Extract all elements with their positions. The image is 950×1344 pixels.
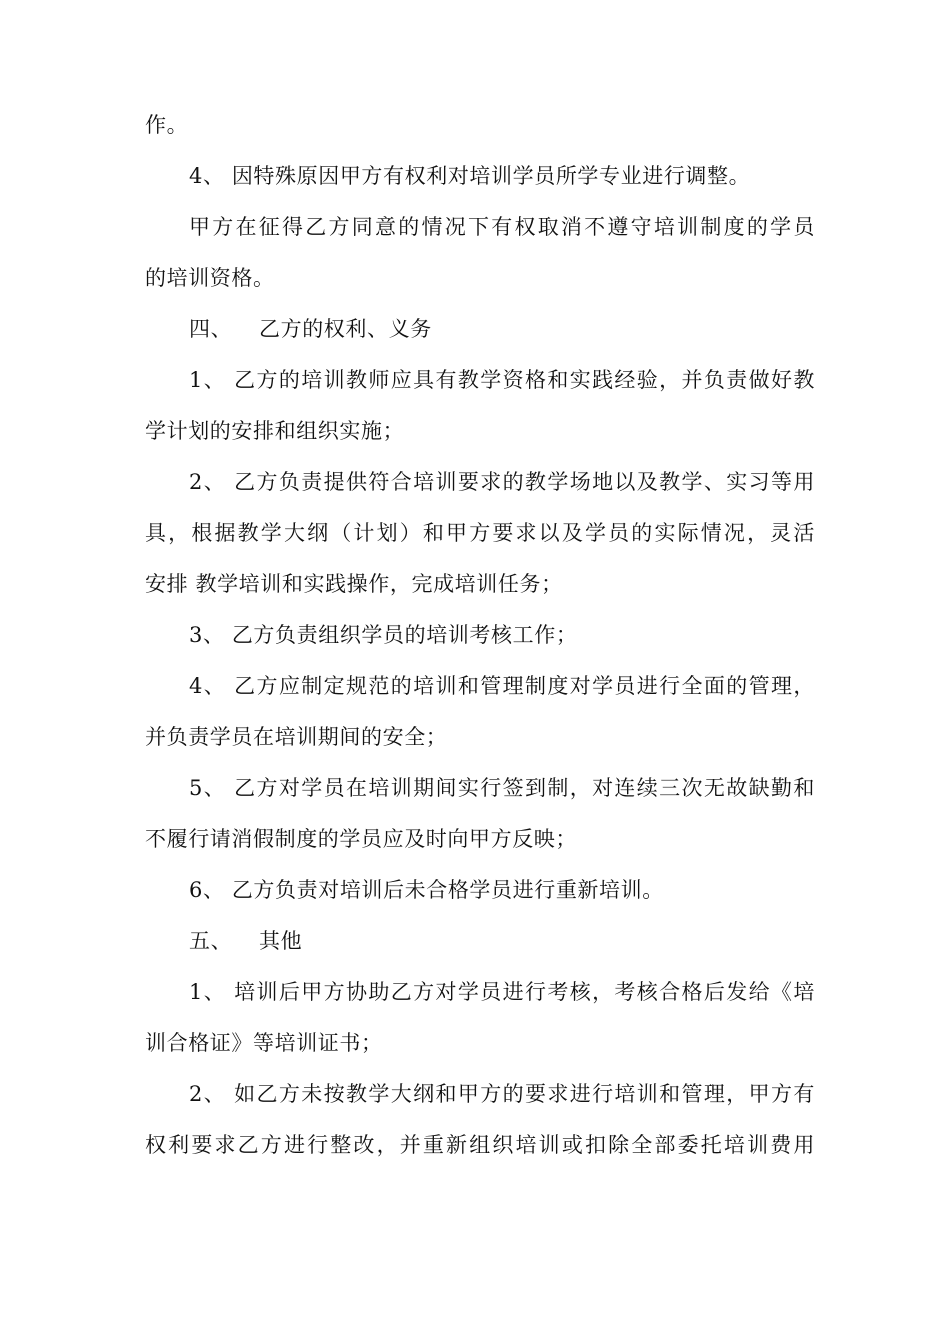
clause-3-line: 3、 乙方负责组织学员的培训考核工作；	[189, 623, 578, 647]
section-number: 四、	[189, 317, 233, 341]
clause-6-line: 6、 乙方负责对培训后未合格学员进行重新培训。	[189, 878, 664, 902]
clause-4-line: 4、 乙方应制定规范的培训和管理制度对学员进行全面的管理，	[189, 674, 815, 698]
section-title: 乙方的权利、义务	[259, 317, 432, 341]
paragraph-line: 甲方在征得乙方同意的情况下有权取消不遵守培训制度的学员	[189, 215, 815, 239]
clause-2-line: 权利要求乙方进行整改，并重新组织培训或扣除全部委托培训费用	[145, 1133, 815, 1157]
clause-1-line: 1、 乙方的培训教师应具有教学资格和实践经验，并负责做好教	[189, 368, 815, 392]
paragraph-line: 的培训资格。	[145, 266, 275, 290]
clause-2-line: 安排 教学培训和实践操作，完成培训任务；	[145, 572, 563, 596]
section-heading-5	[189, 926, 815, 956]
clause-1-line: 训合格证》等培训证书；	[145, 1031, 383, 1055]
section-heading-4	[189, 314, 815, 344]
clause-4-line: 4、 因特殊原因甲方有权利对培训学员所学专业进行调整。	[189, 164, 751, 188]
clause-4-line: 并负责学员在培训期间的安全；	[145, 725, 448, 749]
clause-2-line: 2、 如乙方未按教学大纲和甲方的要求进行培训和管理，甲方有	[189, 1082, 815, 1106]
clause-1-line: 学计划的安排和组织实施；	[145, 419, 405, 443]
clause-5-line: 不履行请消假制度的学员应及时向甲方反映；	[145, 827, 577, 851]
clause-2-line: 2、 乙方负责提供符合培训要求的教学场地以及教学、实习等用	[189, 470, 815, 494]
clause-1-line: 1、 培训后甲方协助乙方对学员进行考核，考核合格后发给《培	[189, 980, 815, 1004]
clause-2-line: 具，根据教学大纲（计划）和甲方要求以及学员的实际情况，灵活	[145, 521, 815, 545]
text-line: 作。	[145, 113, 189, 137]
section-number: 五、	[189, 929, 233, 953]
section-title: 其他	[259, 929, 303, 953]
clause-5-line: 5、 乙方对学员在培训期间实行签到制，对连续三次无故缺勤和	[189, 776, 815, 800]
